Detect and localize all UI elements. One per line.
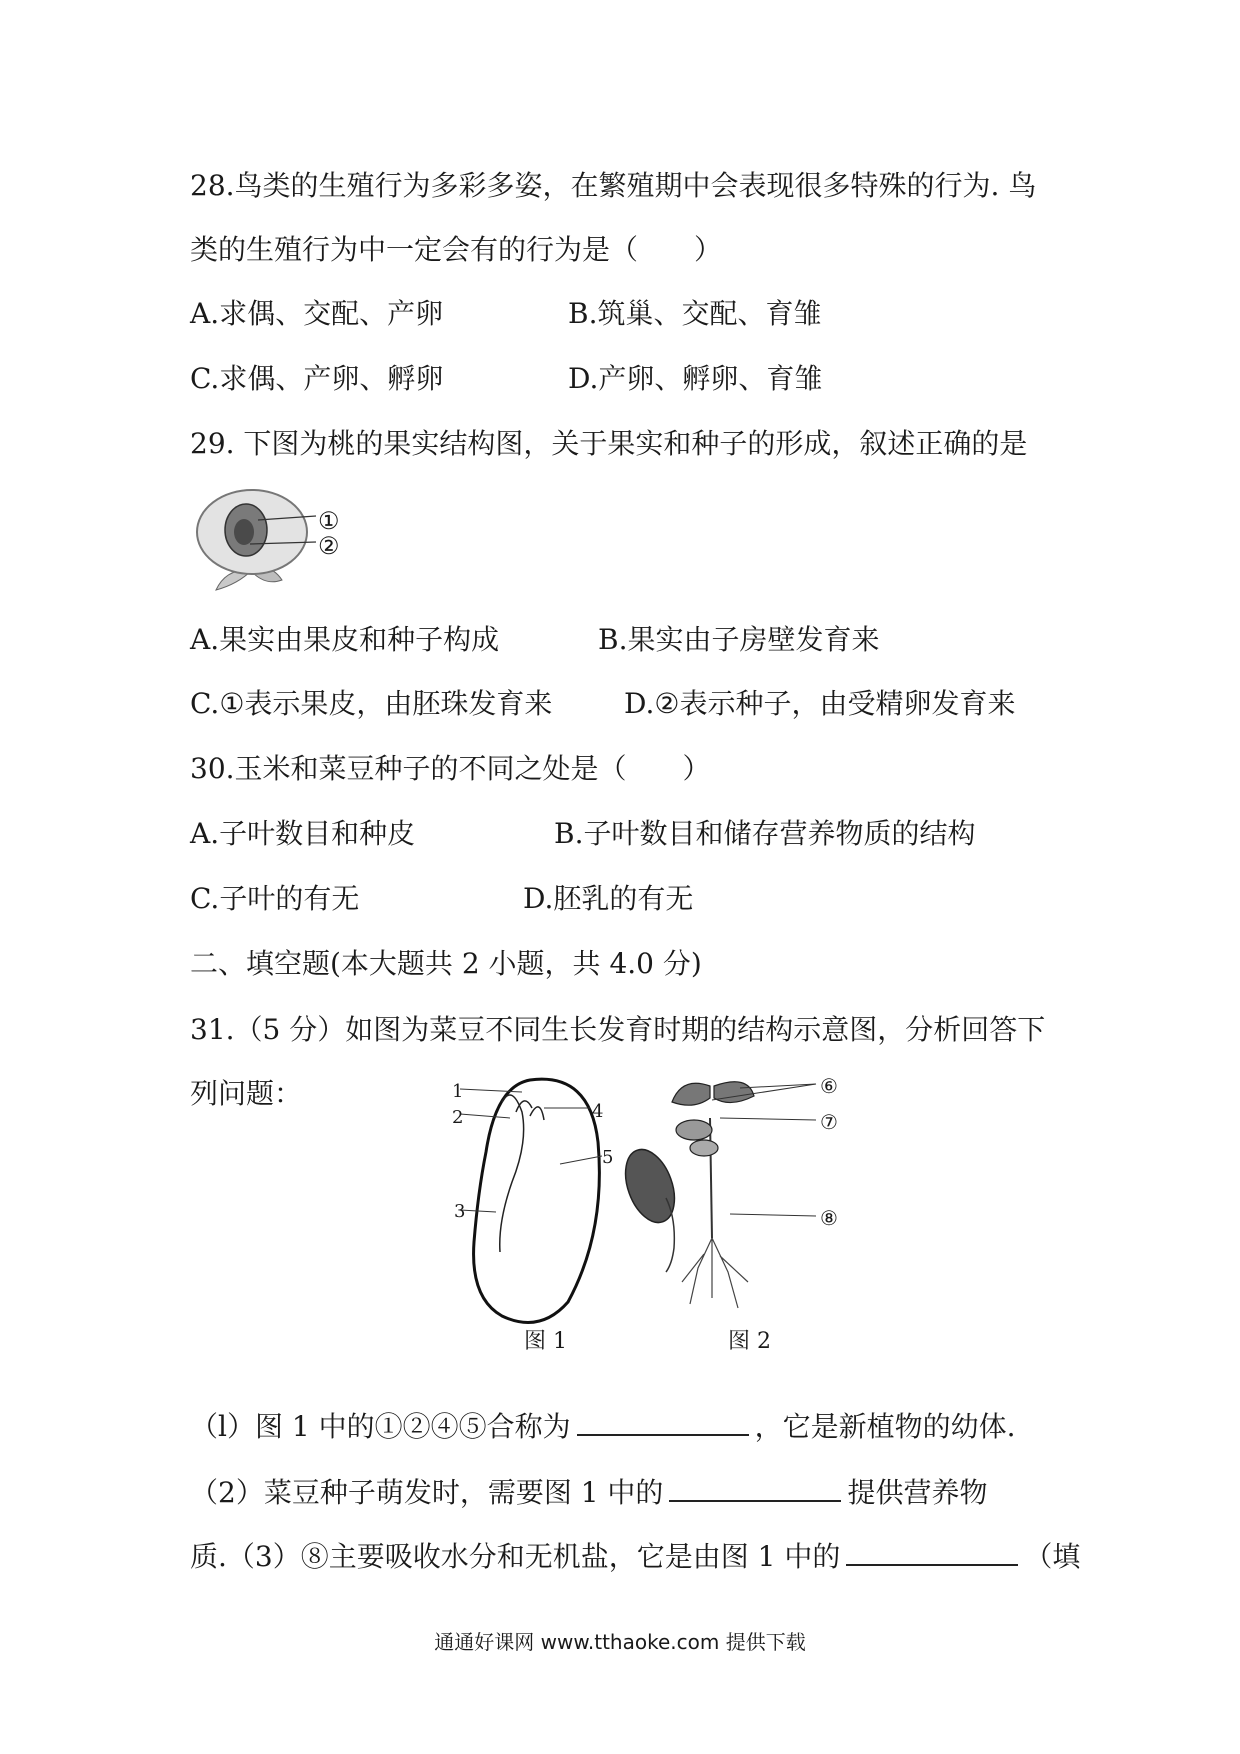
section-title: 二、填空题(本大题共 2 小题，共 4.0 分)	[190, 947, 702, 980]
answer-blank-1[interactable]	[577, 1408, 749, 1436]
peach-label-2: ②	[318, 532, 340, 560]
seed-label-4: 4	[592, 1101, 604, 1122]
q29-option-c: C.①表示果皮，由胚珠发育来	[190, 687, 553, 720]
seed-label-5: 5	[602, 1147, 614, 1168]
q29-option-d: D.②表示种子，由受精卵发育来	[624, 687, 1016, 720]
q28-stem-line1: 28.鸟类的生殖行为多彩多姿，在繁殖期中会表现很多特殊的行为. 鸟	[190, 169, 1037, 202]
seedling-label-6: ⑥	[820, 1074, 838, 1098]
q30-option-c: C.子叶的有无	[190, 882, 360, 915]
q31-stem-line2: 列问题：	[190, 1077, 303, 1110]
q28-option-d: D.产卵、孵卵、育雏	[568, 362, 823, 395]
q31-sub2-end: 提供营养物	[847, 1476, 988, 1509]
q31-sub2-text: （2）菜豆种子萌发时，需要图 1 中的	[190, 1476, 664, 1509]
seedling-label-8: ⑧	[820, 1206, 838, 1230]
q30-option-b: B.子叶数目和储存营养物质的结构	[554, 817, 976, 850]
q31-stem-line1: 31.（5 分）如图为菜豆不同生长发育时期的结构示意图，分析回答下	[190, 1013, 1046, 1046]
q28-stem-line2: 类的生殖行为中一定会有的行为是（ ）	[190, 233, 723, 266]
figure2-caption: 图 2	[728, 1329, 771, 1354]
seed-label-1: 1	[452, 1081, 464, 1102]
q28-option-c: C.求偶、产卵、孵卵	[190, 362, 444, 395]
q31-sub2	[190, 1474, 987, 1511]
answer-blank-2[interactable]	[669, 1474, 841, 1502]
peach-label-1: ①	[318, 507, 340, 535]
q30-option-d: D.胚乳的有无	[523, 882, 694, 915]
q29-option-b: B.果实由子房壁发育来	[598, 623, 880, 656]
q31-sub3-text: 质.（3）⑧主要吸收水分和无机盐，它是由图 1 中的	[190, 1540, 841, 1573]
answer-blank-3[interactable]	[846, 1538, 1018, 1566]
q29-option-a: A.果实由果皮和种子构成	[190, 623, 500, 656]
q30-option-a: A.子叶数目和种皮	[190, 817, 416, 850]
q31-sub3-end: （填	[1024, 1540, 1081, 1573]
q31-sub1-text: （l）图 1 中的①②④⑤合称为	[190, 1410, 571, 1443]
seedling-label-7: ⑦	[820, 1110, 838, 1134]
page-footer: 通通好课网 www.tthaoke.com 提供下载	[434, 1630, 806, 1654]
seed-label-2: 2	[452, 1107, 464, 1128]
figure1-caption: 图 1	[524, 1329, 567, 1354]
seed-label-3: 3	[454, 1201, 466, 1222]
q29-stem: 29. 下图为桃的果实结构图，关于果实和种子的形成，叙述正确的是	[190, 427, 1028, 460]
q28-option-a: A.求偶、交配、产卵	[190, 297, 444, 330]
q31-sub1-end: ，它是新植物的幼体.	[754, 1410, 1016, 1443]
q31-sub3	[190, 1538, 1080, 1575]
q30-stem: 30.玉米和菜豆种子的不同之处是（ ）	[190, 752, 711, 785]
q28-option-b: B.筑巢、交配、育雏	[568, 297, 822, 330]
q31-sub1	[190, 1408, 1015, 1445]
